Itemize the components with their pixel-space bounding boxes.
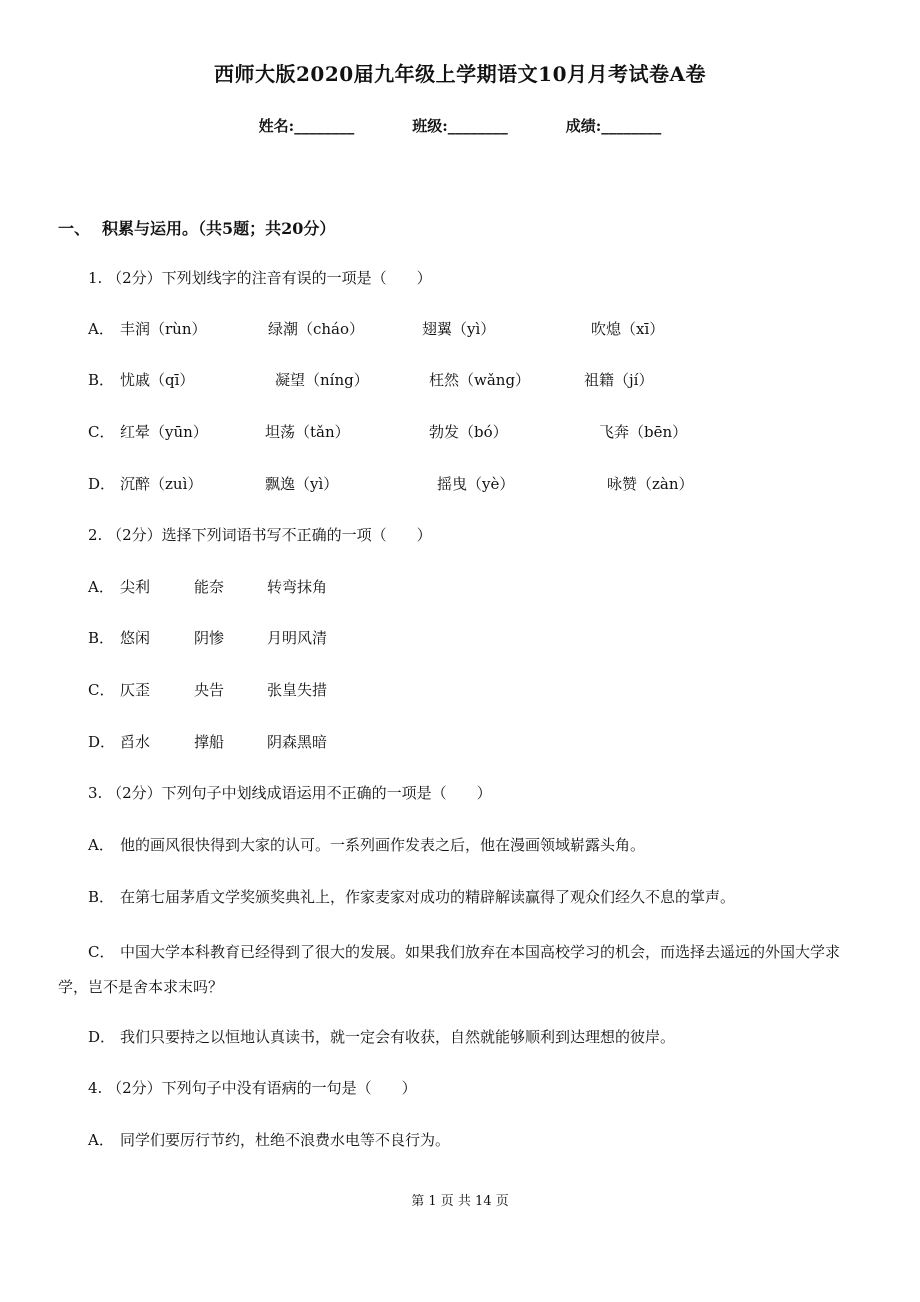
option-cell: 翅翼（yì） (422, 320, 496, 338)
option-cell: 凝望（níng） (275, 371, 369, 389)
option-cell: 摇曳（yè） (437, 475, 515, 493)
option-letter: C． (88, 943, 115, 961)
page-footer: 第 1 页 共 14 页 (411, 1194, 509, 1209)
option-cell: 沉醉（zuì） (120, 475, 203, 493)
option-cell: 祖籍（jí） (584, 371, 654, 389)
option-cell: 枉然（wǎng） (429, 371, 531, 389)
option-cell: 咏赞（zàn） (607, 475, 694, 493)
page-title: 西师大版2020届九年级上学期语文10月月考试卷A卷 (213, 62, 706, 86)
option-letter: A． (88, 320, 114, 338)
option-cell: 能奈 (194, 578, 225, 596)
option-cell: 红晕（yūn） (120, 423, 208, 441)
option-cell: 飘逸（yì） (265, 475, 339, 493)
student-info-row (0, 115, 920, 136)
question-1-option-d[interactable] (88, 473, 694, 495)
question-4-option-a[interactable] (88, 1129, 450, 1151)
option-letter: B． (88, 629, 115, 647)
section-number: 一、 (58, 219, 91, 238)
question-1-stem: 1. （2分）下列划线字的注音有误的一项是（ ） (88, 269, 432, 287)
option-cell: 撑船 (194, 733, 225, 751)
option-letter: A． (88, 578, 114, 596)
option-cell: 月明风清 (267, 629, 328, 647)
section-heading (58, 216, 335, 239)
option-cell: 央告 (194, 681, 225, 699)
score-field[interactable]: 成绩:________ (565, 117, 662, 135)
question-3-option-d[interactable] (88, 1026, 675, 1048)
option-cell: 仄歪 (120, 681, 151, 699)
question-3-option-a[interactable] (88, 834, 645, 856)
option-cell: 舀水 (120, 733, 151, 751)
option-cell: 尖利 (120, 578, 151, 596)
option-text: 中国大学本科教育已经得到了很大的发展。如果我们放弃在本国高校学习的机会，而选择去遥远的外国大学求学，岂不是舍本求末吗？ (58, 943, 841, 996)
option-cell: 绿潮（cháo） (268, 320, 365, 338)
option-letter: D． (88, 1028, 116, 1046)
option-cell: 坦荡（tǎn） (265, 423, 350, 441)
option-cell: 张皇失措 (267, 681, 328, 699)
option-cell: 勃发（bó） (429, 423, 508, 441)
option-letter: B． (88, 371, 115, 389)
option-text: 同学们要厉行节约，杜绝不浪费水电等不良行为。 (120, 1131, 451, 1149)
option-cell: 悠闲 (120, 629, 151, 647)
option-cell: 阴惨 (194, 629, 225, 647)
option-cell: 飞奔（bēn） (599, 423, 688, 441)
option-text: 在第七届茅盾文学奖颁奖典礼上，作家麦家对成功的精辟解读赢得了观众们经久不息的掌声。 (120, 888, 736, 906)
question-4-stem: 4. （2分）下列句子中没有语病的一句是（ ） (88, 1079, 417, 1097)
question-3-stem: 3. （2分）下列句子中划线成语运用不正确的一项是（ ） (88, 784, 492, 802)
option-letter: D． (88, 475, 116, 493)
option-cell: 吹熄（xī） (591, 320, 665, 338)
option-letter: A． (88, 1131, 114, 1149)
question-3-option-b[interactable] (88, 886, 735, 908)
question-2-option-a[interactable] (88, 576, 328, 598)
question-3-option-c[interactable] (58, 935, 868, 1005)
option-letter: C． (88, 681, 115, 699)
option-text: 我们只要持之以恒地认真读书，就一定会有收获，自然就能够顺利到达理想的彼岸。 (120, 1028, 676, 1046)
option-letter: C． (88, 423, 115, 441)
section-title: 积累与运用。（共5题；共20分） (102, 219, 336, 238)
question-1-option-a[interactable] (88, 318, 665, 340)
name-field[interactable]: 姓名:________ (258, 117, 355, 135)
option-letter: A． (88, 836, 114, 854)
question-2-option-d[interactable] (88, 731, 328, 753)
option-letter: B． (88, 888, 115, 906)
option-letter: D． (88, 733, 116, 751)
question-1-option-c[interactable] (88, 421, 688, 443)
option-cell: 丰润（rùn） (120, 320, 207, 338)
option-text: 他的画风很快得到大家的认可。一系列画作发表之后，他在漫画领域崭露头角。 (120, 836, 646, 854)
question-2-stem: 2. （2分）选择下列词语书写不正确的一项（ ） (88, 526, 432, 544)
option-cell: 阴森黑暗 (267, 733, 328, 751)
question-2-option-b[interactable] (88, 627, 328, 649)
question-1-option-b[interactable] (88, 369, 654, 391)
option-cell: 忧戚（qī） (120, 371, 195, 389)
question-2-option-c[interactable] (88, 679, 328, 701)
class-field[interactable]: 班级:________ (412, 117, 508, 135)
option-cell: 转弯抹角 (267, 578, 328, 596)
